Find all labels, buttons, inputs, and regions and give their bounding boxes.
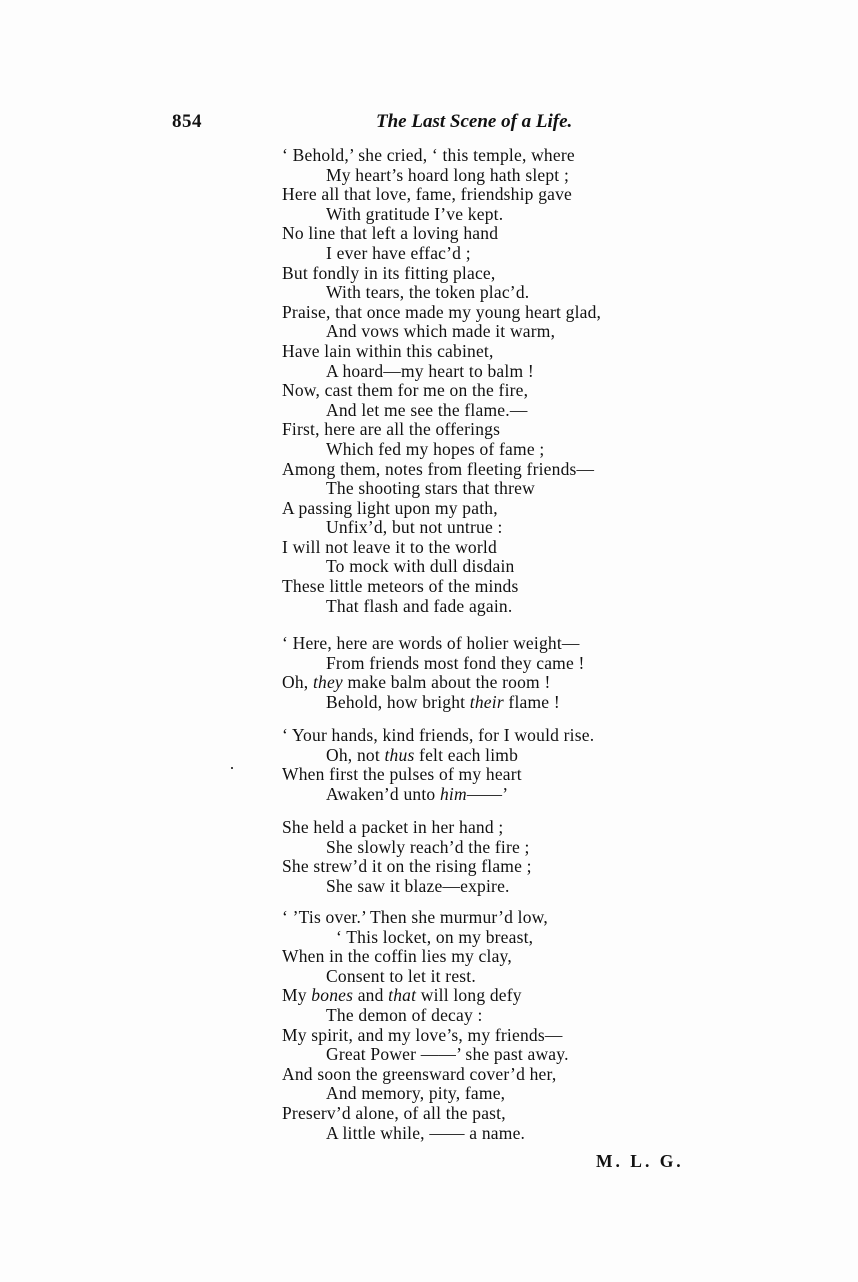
poem-line: And vows which made it warm, (326, 321, 556, 342)
poem-line: She held a packet in her hand ; (282, 817, 504, 837)
poem-line: And memory, pity, fame, (326, 1083, 506, 1104)
stanza (282, 634, 702, 712)
poem-line: Preserv’d alone, of all the past, (282, 1102, 506, 1123)
poem-line: Behold, how bright their flame ! (326, 691, 560, 712)
poem-line: Praise, that once made my young heart glad, (282, 301, 602, 322)
poem-line: With tears, the token plac’d. (326, 282, 530, 303)
poem-line: Here all that love, fame, friendship gave (282, 184, 573, 205)
stanza (282, 726, 702, 804)
poem-line: Which fed my hopes of fame ; (326, 438, 545, 459)
stanza (282, 908, 702, 1143)
poem-line: That flash and fade again. (326, 595, 513, 616)
poem-line: A passing light upon my path, (282, 497, 498, 518)
poem-line: She saw it blaze—expire. (326, 875, 510, 896)
poem-line: My bones and that will long defy (282, 985, 522, 1006)
running-title: The Last Scene of a Life. (376, 111, 573, 132)
poem-line: Awaken’d unto him——’ (326, 783, 509, 804)
poem-line: She slowly reach’d the fire ; (326, 836, 530, 857)
poem-line: ‘ This locket, on my breast, (336, 926, 534, 947)
poem-line: ‘ Here, here are words of holier weight— (282, 633, 580, 653)
author-signature: M. L. G. (596, 1151, 684, 1171)
poem-line: Unfix’d, but not untrue : (326, 517, 503, 538)
poem-line: ‘ Behold,’ she cried, ‘ this temple, where (282, 145, 575, 165)
poem-line: She strew’d it on the rising flame ; (282, 856, 532, 877)
poem-line: The demon of decay : (326, 1004, 483, 1025)
poem-line: The shooting stars that threw (326, 478, 535, 499)
poem-line: Among them, notes from fleeting friends— (282, 458, 595, 479)
poem-line: Now, cast them for me on the fire, (282, 380, 529, 401)
poem-line: Great Power ——’ she past away. (326, 1044, 569, 1065)
page-number: 854 (172, 111, 202, 132)
poem-line: With gratitude I’ve kept. (326, 203, 504, 224)
poem-line: To mock with dull disdain (326, 556, 515, 577)
poem-line: ‘ ’Tis over.’ Then she murmur’d low, (282, 907, 548, 927)
poem-line: Oh, not thus felt each limb (326, 744, 519, 765)
poem-line: First, here are all the offerings (282, 419, 501, 440)
poem-line: My spirit, and my love’s, my friends— (282, 1024, 563, 1045)
poem-line: A little while, —— a name. (326, 1122, 526, 1143)
poem-line: No line that left a loving hand (282, 223, 499, 244)
poem-line: ‘ Your hands, kind friends, for I would rise. (282, 725, 595, 745)
poem-line: My heart’s hoard long hath slept ; (326, 164, 570, 185)
poem-line: But fondly in its fitting place, (282, 262, 496, 283)
poem-line: Oh, they make balm about the room ! (282, 672, 551, 693)
poem-line: When in the coffin lies my clay, (282, 946, 512, 967)
poem-line: Have lain within this cabinet, (282, 340, 494, 361)
stanza (282, 146, 702, 616)
poem-line: When first the pulses of my heart (282, 764, 522, 785)
poem-line: These little meteors of the minds (282, 576, 519, 597)
poem-line: Consent to let it rest. (326, 965, 476, 986)
poem-line: And soon the greensward cover’d her, (282, 1063, 557, 1084)
stanza (282, 818, 702, 896)
poem-line: I ever have effac’d ; (326, 242, 471, 263)
poem-line: I will not leave it to the world (282, 536, 497, 557)
scan-speck (231, 767, 233, 769)
poem-line: A hoard—my heart to balm ! (326, 360, 534, 381)
poem-line: And let me see the flame.— (326, 399, 528, 420)
poem-line: From friends most fond they came ! (326, 652, 585, 673)
